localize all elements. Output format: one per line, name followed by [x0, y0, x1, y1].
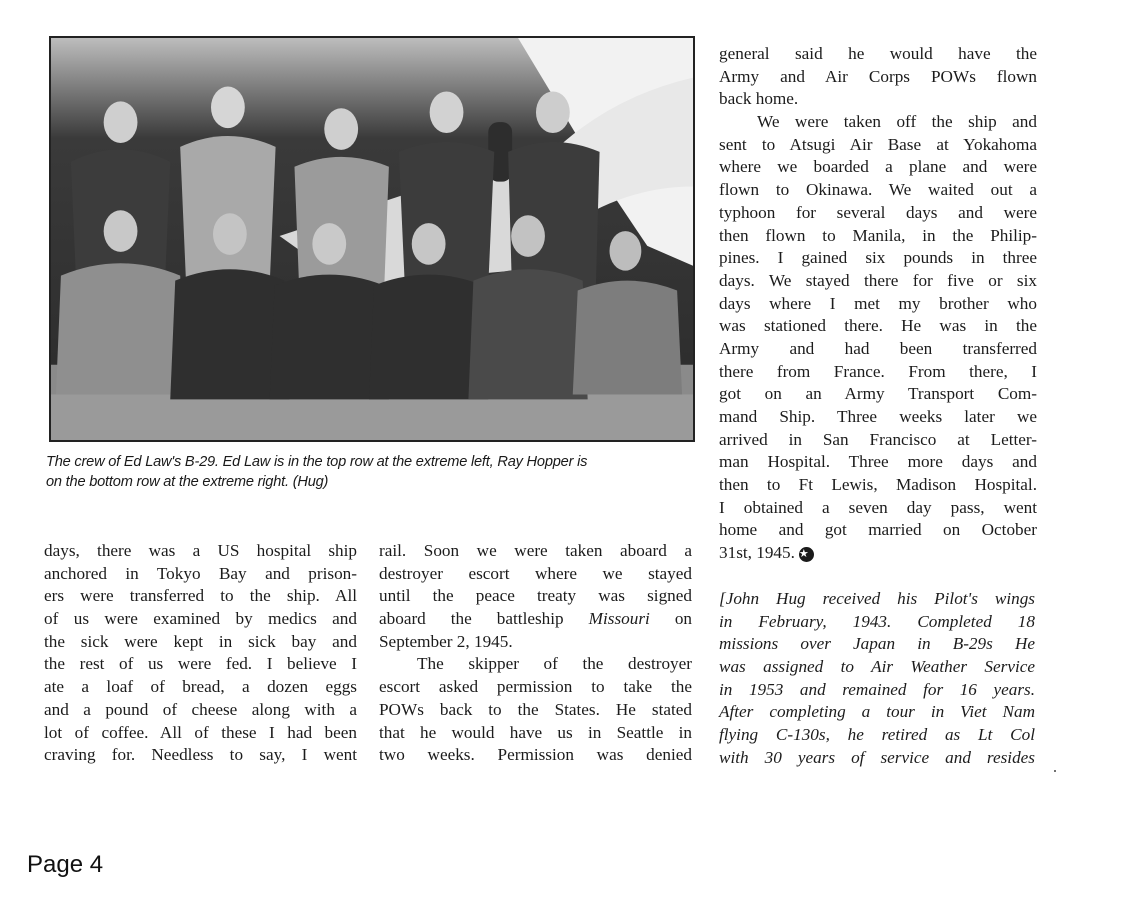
bio-line: in February, 1943. Completed 18: [719, 611, 1035, 631]
text-line: days. We stayed there for five or six: [719, 270, 1037, 290]
text-line: days where I met my brother who: [719, 293, 1037, 313]
text-line: Army and Air Corps POWs flown: [719, 66, 1037, 86]
caption-line: on the bottom row at the extreme right. (Hug): [46, 474, 329, 490]
crew-photo-image: [51, 38, 693, 440]
text-line: ers were transferred to the ship. All: [44, 586, 357, 606]
crew-photo: [49, 36, 695, 442]
text-line: mand Ship. Three weeks later we: [719, 407, 1037, 426]
bio-line: in 1953 and remained for 16 years.: [719, 679, 1035, 699]
bio-line: flying C-130s, he retired as Lt Col: [719, 725, 1035, 745]
text-line: where we boarded a plane and were: [719, 157, 1037, 177]
bio-line: with 30 years of service and resides: [719, 747, 1035, 767]
text-line: ate a loaf of bread, a dozen eggs: [44, 677, 357, 697]
text-line: craving for. Needless to say, I went: [44, 745, 357, 765]
text-line: man Hospital. Three more days and: [719, 452, 1037, 472]
bio-line: was assigned to Air Weather Service: [719, 657, 1035, 677]
text-line: lot of coffee. All of these I had been: [44, 722, 357, 742]
bio-line: After completing a tour in Viet Nam: [719, 702, 1035, 722]
text-line: rail. Soon we were taken aboard a: [379, 541, 692, 560]
text-run: on: [649, 609, 693, 629]
photo-caption: [46, 452, 706, 492]
text-line: two weeks. Permission was denied: [379, 745, 692, 765]
text-line: that he would have us in Seattle in: [379, 722, 692, 742]
text-line: flown to Okinawa. We waited out a: [719, 180, 1037, 200]
text-line: anchored in Tokyo Bay and prison-: [44, 563, 357, 583]
ship-name: Missouri: [588, 609, 650, 629]
paragraph-start-line: We were taken off the ship and: [757, 112, 1037, 132]
article-column-3: [719, 43, 1037, 565]
paragraph-start-line: The skipper of the destroyer: [417, 654, 692, 674]
scan-speck: [1054, 770, 1056, 772]
text-line: September 2, 1945.: [379, 631, 513, 651]
bio-line: [John Hug received his Pilot's wings: [719, 589, 1035, 608]
text-line: pines. I gained six pounds in three: [719, 248, 1037, 268]
caption-line: The crew of Ed Law's B-29. Ed Law is in the top row at the extreme left, Ray Hopper is: [46, 454, 588, 470]
text-line: home and got married on October: [719, 520, 1037, 540]
text-line: days, there was a US hospital ship: [44, 541, 357, 560]
text-line: arrived in San Francisco at Letter-: [719, 429, 1037, 449]
text-run: 31st, 1945.: [719, 543, 795, 563]
text-run: aboard the battleship: [379, 609, 589, 629]
star-end-mark-icon: ★: [799, 547, 814, 562]
article-column-2: [379, 540, 692, 767]
text-line: typhoon for several days and were: [719, 202, 1037, 222]
text-line: general said he would have the: [719, 44, 1037, 63]
text-line: Army and had been transferred: [719, 338, 1037, 358]
text-line: escort asked permission to take the: [379, 677, 692, 697]
text-line: got on an Army Transport Com-: [719, 384, 1037, 404]
text-line: then to Ft Lewis, Madison Hospital.: [719, 475, 1037, 495]
bio-line: missions over Japan in B-29s He: [719, 634, 1035, 654]
article-column-1: [44, 540, 357, 767]
text-line: and a pound of cheese along with a: [44, 699, 357, 719]
page-number: Page 4: [27, 851, 104, 878]
text-line: back home.: [719, 89, 799, 109]
text-line: then flown to Manila, in the Philip-: [719, 225, 1037, 245]
text-line: the rest of us were fed. I believe I: [44, 654, 357, 674]
text-line: I obtained a seven day pass, went: [719, 497, 1037, 517]
text-line: [719, 542, 1037, 565]
text-line: there from France. From there, I: [719, 361, 1037, 381]
text-line: the sick were kept in sick bay and: [44, 631, 357, 651]
text-line: of us were examined by medics and: [44, 609, 357, 629]
text-line: sent to Atsugi Air Base at Yokahoma: [719, 134, 1037, 154]
text-line: destroyer escort where we stayed: [379, 563, 692, 583]
text-line: POWs back to the States. He stated: [379, 699, 692, 719]
text-line: until the peace treaty was signed: [379, 586, 692, 606]
text-line: [379, 608, 692, 631]
text-line: was stationed there. He was in the: [719, 316, 1037, 336]
author-bio: [719, 588, 1035, 770]
